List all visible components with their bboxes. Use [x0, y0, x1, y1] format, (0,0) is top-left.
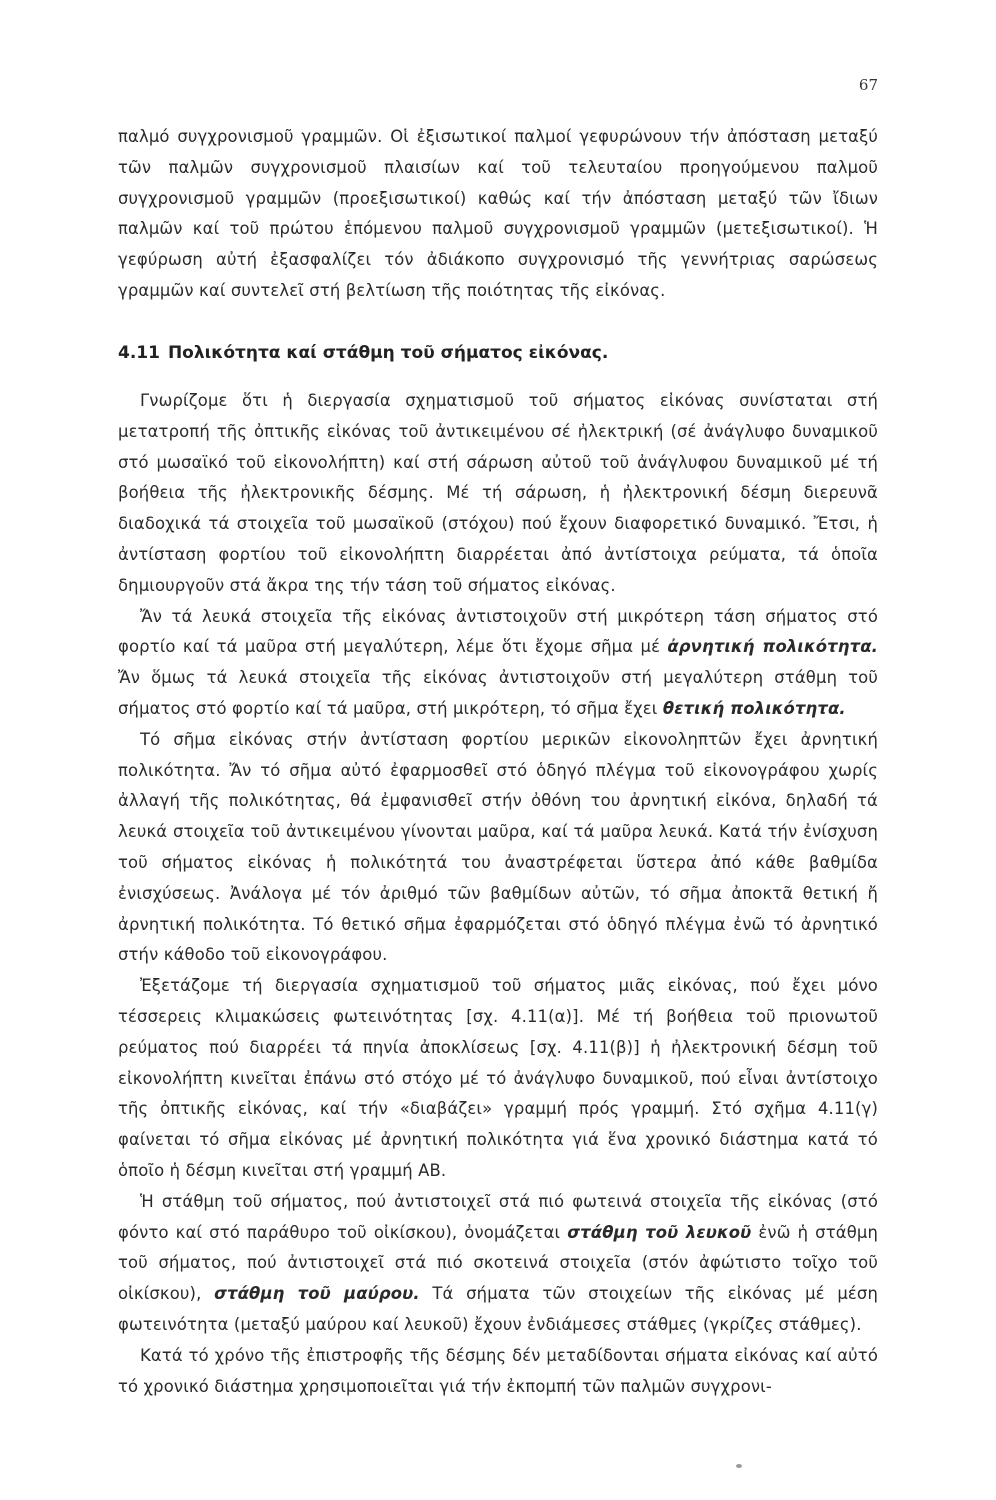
paragraph-2-part-a: Ἄν τά λευκά στοιχεῖα τῆς εἰκόνας ἀντιστοιχοῦν στή μικρότερη τάση σήματος στό φορτίο καί τά μαῦρα στή μεγαλύτερη, λέμε ὅτι ἔχομε σῆμα μέ — [118, 606, 878, 657]
intro-paragraph-block — [118, 122, 878, 307]
paragraph-1: Γνωρίζομε ὅτι ἡ διεργασία σχηματισμοῦ τοῦ σήματος εἰκόνας συνίσταται στή μετατροπή τῆς ὀπτικῆς εἰκόνας τοῦ ἀντικειμένου σέ ἠλεκτρική (σέ ἀνάγλυφο δυναμικοῦ στό μωσαϊκό τοῦ εἰκονολήπτη) καί στή σάρωση αὐτοῦ τοῦ ἀνάγλυφου δυναμικοῦ μέ τή βοήθεια τῆς ἠλεκτρονικῆς δέσμης. Μέ τή σάρωση, ἡ ἠλεκτρονική δέσμη διερευνᾶ διαδοχικά τά στοιχεῖα τοῦ μωσαϊκοῦ (στόχου) πού ἔχουν διαφορετικό δυναμικό. Ἔτσι, ἡ ἀντίσταση φορτίου τοῦ εἰκονολήπτη διαρρέεται ἀπό ἀντίστοιχα ρεύματα, τά ὁποῖα δημιουργοῦν στά ἄκρα της τήν τάση τοῦ σήματος εἰκόνας. — [118, 391, 878, 595]
page-number: 67 — [858, 76, 878, 94]
intro-paragraph: παλμό συγχρονισμοῦ γραμμῶν. Οἱ ἐξισωτικοί παλμοί γεφυρώνουν τήν ἀπόσταση μεταξύ τῶν παλμῶν συγχρονισμοῦ πλαισίων καί τοῦ τελευταίου προηγούμενου παλμοῦ συγχρονισμοῦ γραμμῶν (προεξισωτικοί) καθώς καί τήν ἀπόσταση μεταξύ τῶν ἴδιων παλμῶν καί τοῦ πρώτου ἑπόμενου παλμοῦ συγχρονισμοῦ γραμμῶν (μετεξισωτικοί). Ἡ γεφύρωση αὐτή ἐξασφαλίζει τόν ἀδιάκοπο συγχρονισμό τῆς γεννήτριας σαρώσεως γραμμῶν καί συντελεῖ στή βελτίωση τῆς ποιότητας τῆς εἰκόνας. — [118, 127, 878, 300]
paragraph-5-part-a: Ἡ στάθμη τοῦ σήματος, πού ἀντιστοιχεῖ στά πιό φωτεινά στοιχεῖα τῆς εἰκόνας (στό φόντο καί στό παράθυρο τοῦ οἰκίσκου), ὀνομάζεται — [118, 1191, 878, 1242]
paragraph-2-part-b: Ἄν ὅμως τά λευκά στοιχεῖα τῆς εἰκόνας ἀντιστοιχοῦν στή μεγαλύτερη στάθμη τοῦ σήματος στό φορτίο καί τά μαῦρα, στή μικρότερη, τό σῆμα ἔχει — [118, 668, 878, 718]
term-negative-polarity: ἀρνητική πολικότητα. — [667, 637, 878, 657]
paragraph-4: Ἐξετάζομε τή διεργασία σχηματισμοῦ τοῦ σήματος μιᾶς εἰκόνας, πού ἔχει μόνο τέσσερεις κλιμακώσεις φωτεινότητας [σχ. 4.11(α)]. Μέ τή βοήθεια τοῦ πριονωτοῦ ρεύματος πού διαρρέει τά πηνία ἀποκλίσεως [σχ. 4.11(β)] ἡ ἠλεκτρονική δέσμη τοῦ εἰκονολήπτη κινεῖται ἐπάνω στό στόχο μέ τό ἀνάγλυφο δυναμικοῦ, πού εἶναι ἀντίστοιχο τῆς ὀπτικῆς εἰκόνας, καί τήν «διαβάζει» γραμμή πρός γραμμή. Στό σχῆμα 4.11(γ) φαίνεται τό σῆμα εἰκόνας μέ ἀρνητική πολικότητα γιά ἕνα χρονικό διάστημα κατά τό ὁποῖο ἡ δέσμη κινεῖται στή γραμμή ΑΒ. — [118, 976, 878, 1180]
paragraph-2 — [118, 602, 878, 725]
term-white-level: στάθμη τοῦ λευκοῦ — [567, 1222, 752, 1242]
term-black-level: στάθμη τοῦ μαύρου. — [214, 1284, 420, 1304]
paragraph-5-part-c: Τά σήματα τῶν στοιχείων τῆς εἰκόνας μέ μέση φωτεινότητα (μεταξύ μαύρου καί λευκοῦ) ἔχουν ἐνδιάμεσες στάθμες (γκρίζες στάθμες). — [118, 1284, 878, 1334]
section-title: Πολικότητα καί στάθμη τοῦ σήματος εἰκόνας. — [167, 343, 609, 363]
paragraph-3: Τό σῆμα εἰκόνας στήν ἀντίσταση φορτίου μερικῶν εἰκονοληπτῶν ἔχει ἀρνητική πολικότητα. Ἄν τό σῆμα αὐτό ἐφαρμοσθεῖ στό ὁδηγό πλέγμα τοῦ εἰκονογράφου χωρίς ἀλλαγή τῆς πολικότητας, θά ἐμφανισθεῖ στήν ὀθόνη του ἀρνητική εἰκόνα, δηλαδή τά λευκά στοιχεῖα τοῦ ἀντικειμένου γίνονται μαῦρα, καί τά μαῦρα λευκά. Κατά τήν ἐνίσχυση τοῦ σήματος εἰκόνας ἡ πολικότητά του ἀναστρέφεται ὕστερα ἀπό κάθε βαθμίδα ἐνισχύσεως. Ἀνάλογα μέ τόν ἀριθμό τῶν βαθμίδων αὐτῶν, τό σῆμα ἀποκτᾶ θετική ἤ ἀρνητική πολικότητα. Τό θετικό σῆμα ἐφαρμόζεται στό ὁδηγό πλέγμα ἐνῶ τό ἀρνητικό στήν κάθοδο τοῦ εἰκονογράφου. — [118, 729, 878, 965]
term-positive-polarity: θετική πολικότητα. — [662, 698, 846, 718]
section-heading — [118, 338, 878, 368]
paragraph-5 — [118, 1187, 878, 1341]
print-speck — [736, 1464, 742, 1468]
section-number: 4.11 — [118, 343, 160, 363]
section-body — [118, 386, 878, 1402]
paragraph-5-part-b: ἐνῶ ἡ στάθμη τοῦ σήματος, πού ἀντιστοιχεῖ στά πιό σκοτεινά στοιχεῖα (στόν ἀφώτιστο τοῖχο τοῦ οἰκίσκου), — [118, 1222, 878, 1304]
paragraph-6: Κατά τό χρόνο τῆς ἐπιστροφῆς τῆς δέσμης δέν μεταδίδονται σήματα εἰκόνας καί αὐτό τό χρονικό διάστημα χρησιμοποιεῖται γιά τήν ἐκπομπή τῶν παλμῶν συγχρονι- — [118, 1345, 878, 1396]
